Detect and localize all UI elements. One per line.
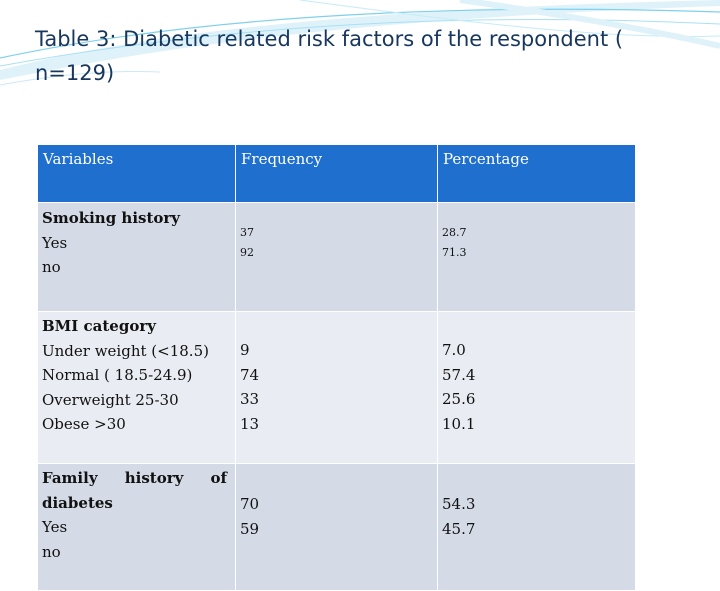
family-percentage-yes: 54.3 [442, 495, 476, 513]
cell-bmi-frequency [236, 312, 438, 464]
bmi-percentage-obese: 10.1 [442, 414, 476, 433]
smoking-category-no: no [42, 258, 61, 276]
cell-family-frequency [236, 464, 438, 591]
smoking-frequency-no: 92 [240, 246, 254, 259]
family-label-line1: Family history of [42, 469, 227, 487]
risk-factors-table [37, 144, 636, 591]
family-frequency-yes: 70 [240, 495, 260, 513]
smoking-percentage-no: 71.3 [442, 246, 467, 259]
smoking-category-yes: Yes [42, 233, 68, 252]
slide-title: Table 3: Diabetic related risk factors of the respondent ( n=129) [35, 27, 624, 85]
bmi-label: BMI category [42, 317, 156, 335]
header-frequency: Frequency [236, 145, 438, 203]
family-label-line2: diabetes [42, 493, 113, 512]
cell-smoking-variables [38, 203, 236, 312]
family-category-no: no [42, 542, 61, 561]
header-variables: Variables [38, 145, 236, 203]
smoking-percentage-yes: 28.7 [442, 226, 467, 239]
table-header-row [38, 145, 636, 203]
bmi-percentage-normal: 57.4 [442, 365, 476, 384]
table-row-bmi [38, 312, 636, 464]
bmi-percentage-overweight: 25.6 [442, 390, 476, 408]
table-row-family-history [38, 464, 636, 591]
family-category-yes: Yes [42, 518, 68, 536]
bmi-percentage-underweight: 7.0 [442, 341, 466, 359]
bmi-category-obese: Obese >30 [42, 415, 126, 433]
bmi-frequency-overweight: 33 [240, 390, 260, 408]
header-percentage: Percentage [438, 145, 636, 203]
family-frequency-no: 59 [240, 519, 260, 538]
bmi-frequency-normal: 74 [240, 365, 260, 384]
smoking-label: Smoking history [42, 209, 181, 227]
family-percentage-no: 45.7 [442, 519, 476, 538]
bmi-category-normal: Normal ( 18.5-24.9) [42, 366, 193, 384]
cell-bmi-variables [38, 312, 236, 464]
bmi-category-overweight: Overweight 25-30 [42, 390, 179, 409]
bmi-category-underweight: Under weight (<18.5) [42, 341, 209, 360]
cell-family-percentage [438, 464, 636, 591]
cell-smoking-percentage [438, 203, 636, 312]
table-row-smoking [38, 203, 636, 312]
bmi-frequency-obese: 13 [240, 414, 260, 433]
cell-family-variables [38, 464, 236, 591]
bmi-frequency-underweight: 9 [240, 341, 250, 359]
cell-bmi-percentage [438, 312, 636, 464]
cell-smoking-frequency [236, 203, 438, 312]
smoking-frequency-yes: 37 [240, 226, 254, 239]
